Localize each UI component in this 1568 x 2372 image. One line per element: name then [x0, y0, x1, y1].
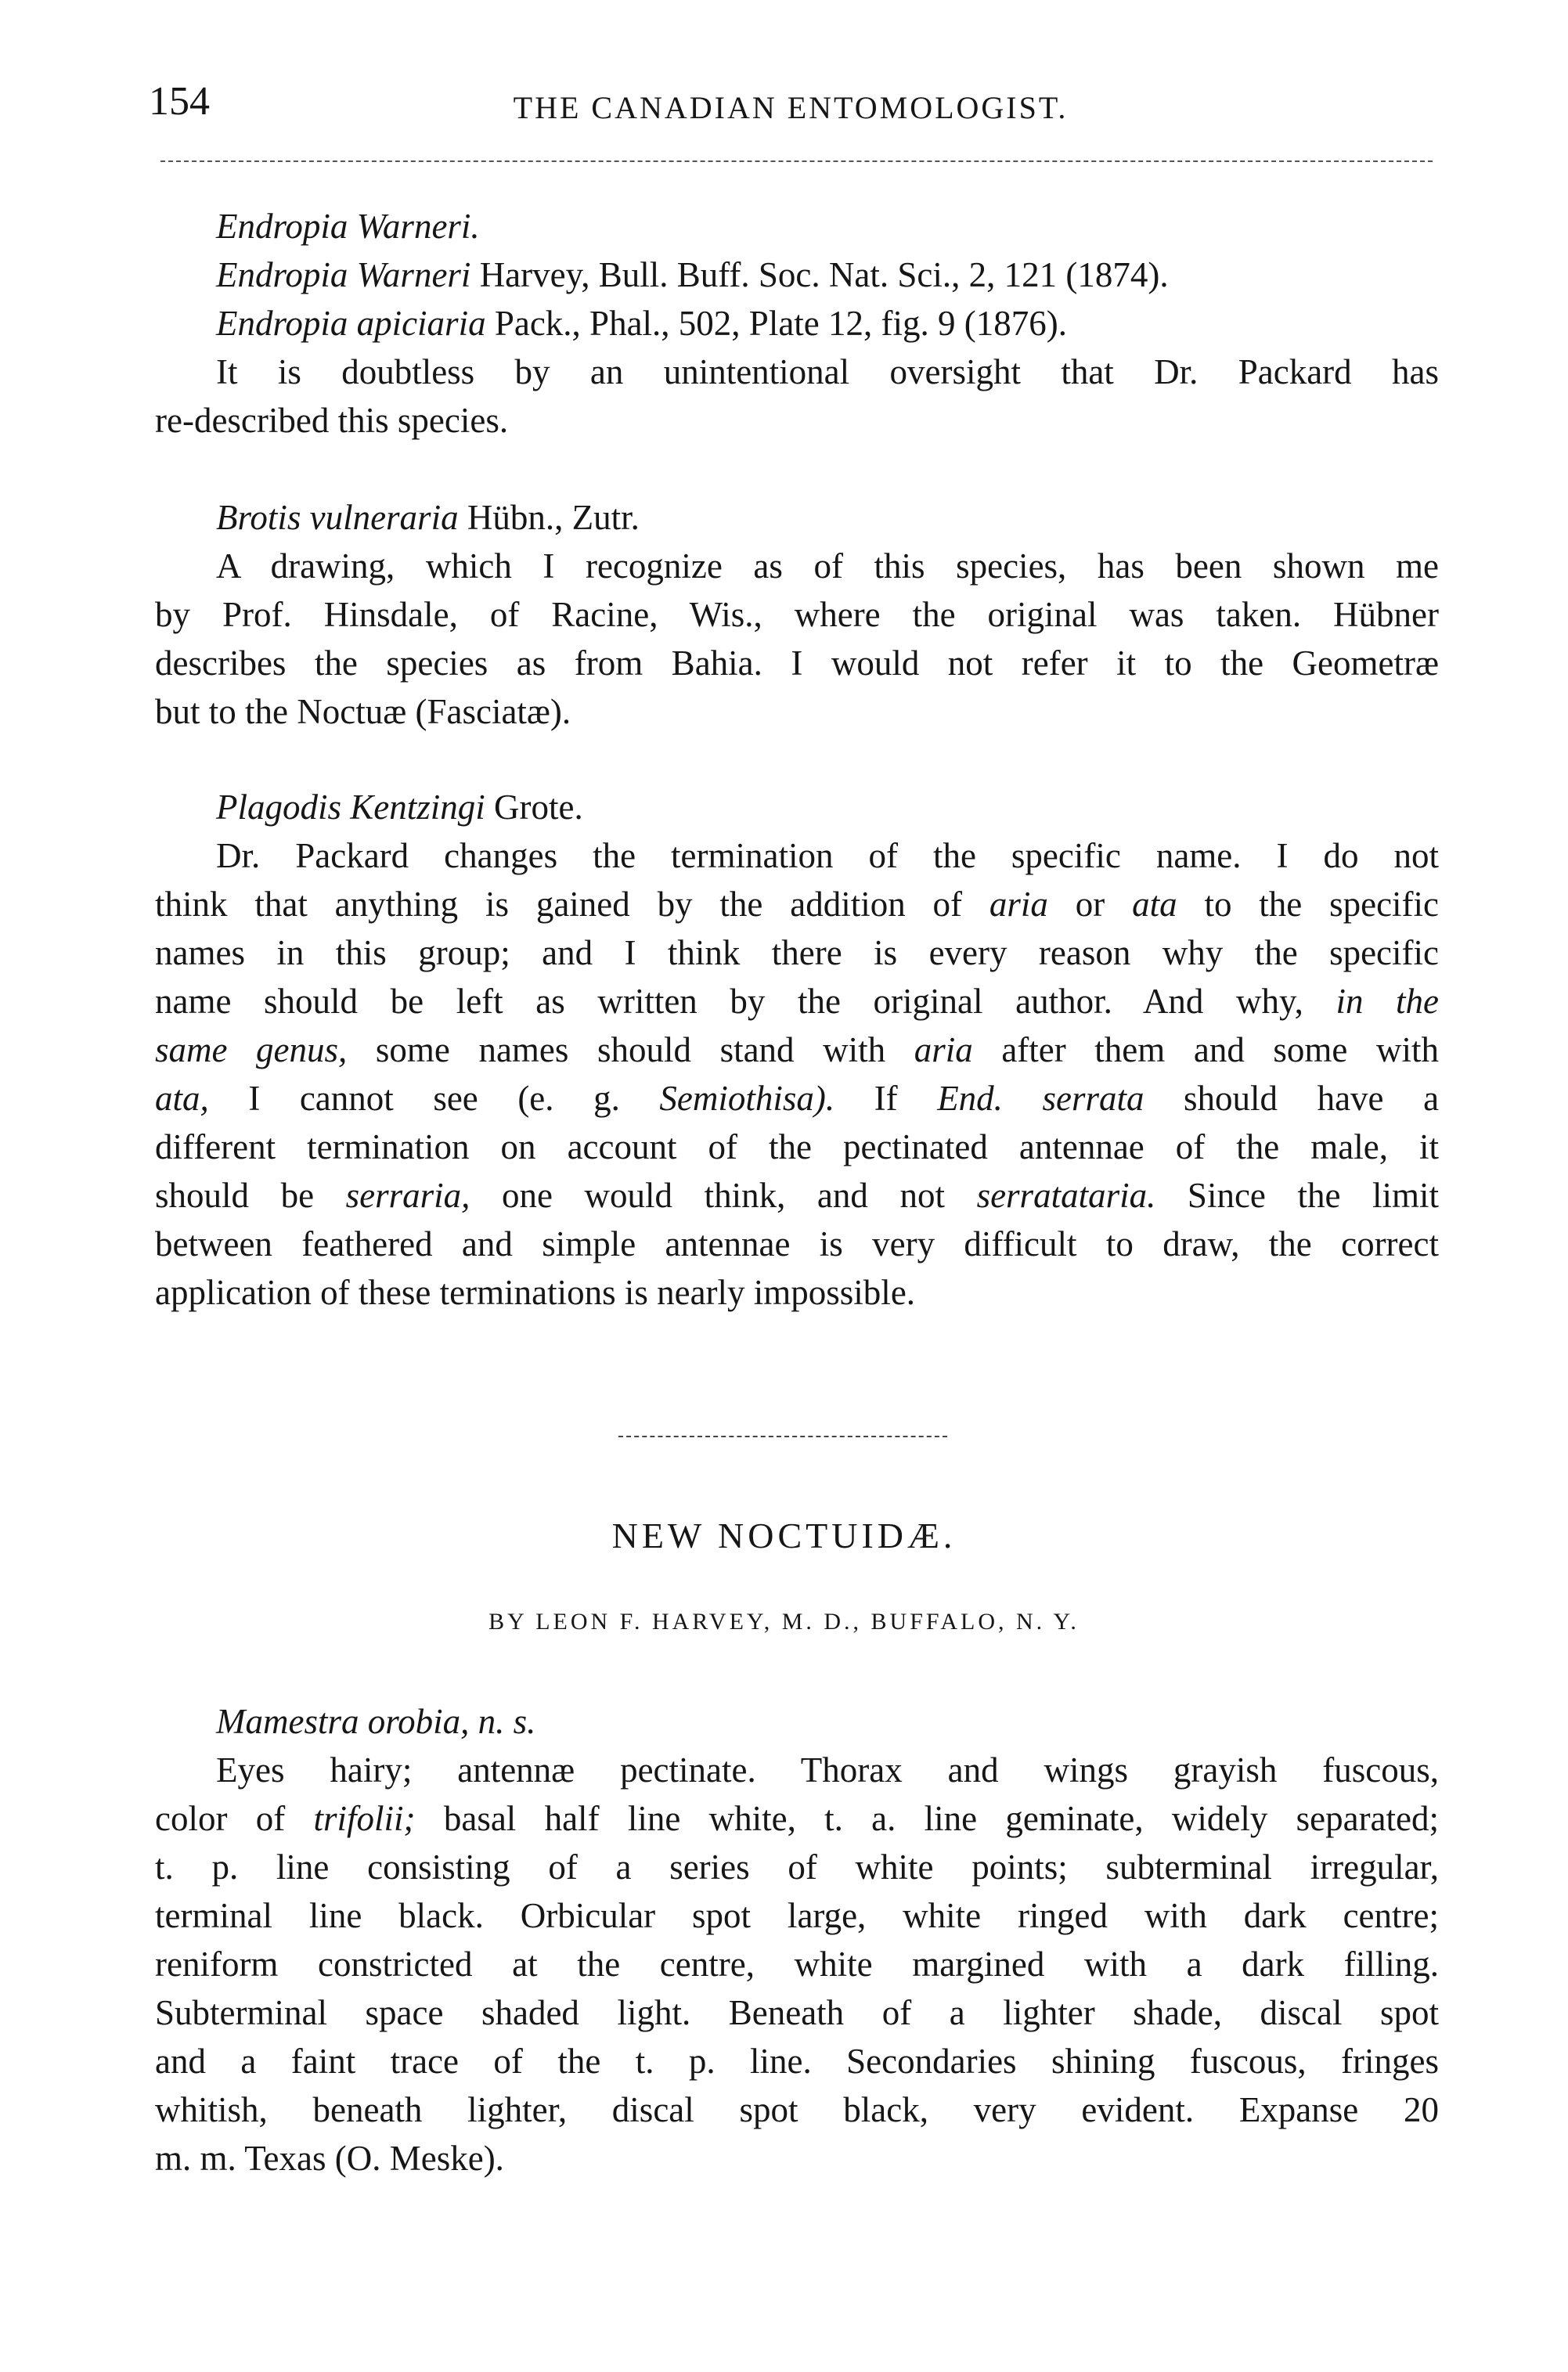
- paragraph-line: terminal line black. Orbicular spot large, white ringed with dark centre;: [155, 1896, 1439, 1935]
- paragraph-line: names in this group; and I think there is every reason why the specific: [155, 933, 1439, 972]
- species-heading: Mamestra orobia, n. s.: [216, 1702, 536, 1741]
- paragraph-line: m. m. Texas (O. Meske).: [155, 2139, 504, 2178]
- paragraph-line: Dr. Packard changes the termination of the specific name. I do not: [216, 836, 1439, 875]
- running-title: THE CANADIAN ENTOMOLOGIST.: [513, 90, 1069, 125]
- paragraph-line: same genus, some names should stand with aria after them and some with: [155, 1030, 1439, 1069]
- paragraph-line: but to the Noctuæ (Fasciatæ).: [155, 692, 571, 731]
- paragraph-line: ata, I cannot see (e. g. Semiothisa). If End. serrata should have a: [155, 1079, 1440, 1118]
- paragraph-line: It is doubtless by an unintentional oversight that Dr. Packard has: [216, 352, 1439, 391]
- species-heading: Endropia Warneri.: [216, 207, 480, 246]
- paragraph-line: between feathered and simple antennae is very difficult to draw, the correct: [155, 1224, 1439, 1264]
- entry-endropia-warneri: [155, 202, 1439, 445]
- entry-mamestra-orobia: [155, 1697, 1439, 2183]
- paragraph-line: t. p. line consisting of a series of white points; subterminal irregular,: [155, 1847, 1439, 1887]
- paragraph-line: different termination on account of the pectinated antennae of the male, it: [155, 1127, 1439, 1166]
- entry-plagodis-kentzingi: [155, 783, 1439, 1317]
- entry-brotis-vulneraria: [155, 493, 1439, 736]
- paragraph-line: reniform constricted at the centre, white margined with a dark filling.: [155, 1945, 1439, 1984]
- species-heading: Plagodis Kentzingi Grote.: [216, 788, 583, 827]
- species-heading: Brotis vulneraria Hübn., Zutr.: [216, 498, 640, 537]
- paragraph-line: should be serraria, one would think, and not serratataria. Since the limit: [155, 1176, 1440, 1215]
- paragraph-line: Eyes hairy; antennæ pectinate. Thorax and wings grayish fuscous,: [216, 1750, 1439, 1790]
- paragraph-line: by Prof. Hinsdale, of Racine, Wis., where the original was taken. Hübner: [155, 595, 1439, 634]
- paragraph-line: re-described this species.: [155, 401, 509, 440]
- paragraph-line: describes the species as from Bahia. I would not refer it to the Geometræ: [155, 643, 1439, 683]
- article-title: NEW NOCTUIDÆ.: [611, 1516, 957, 1555]
- paragraph-line: whitish, beneath lighter, discal spot black, very evident. Expanse 20: [155, 2090, 1439, 2129]
- synonym-line: Endropia Warneri Harvey, Bull. Buff. Soc. Nat. Sci., 2, 121 (1874).: [216, 255, 1169, 294]
- page-number: 154: [149, 79, 210, 124]
- paragraph-line: color of trifolii; basal half line white, t. a. line geminate, widely separated;: [155, 1799, 1440, 1838]
- paragraph-line: application of these terminations is nearly impossible.: [155, 1273, 916, 1312]
- paragraph-line: and a faint trace of the t. p. line. Secondaries shining fuscous, fringes: [155, 2042, 1439, 2081]
- paragraph-line: name should be left as written by the original author. And why, in the: [155, 982, 1440, 1021]
- synonym-line: Endropia apiciaria Pack., Phal., 502, Plate 12, fig. 9 (1876).: [216, 304, 1067, 343]
- paragraph-line: A drawing, which I recognize as of this species, has been shown me: [216, 546, 1439, 586]
- section-divider: [618, 1436, 947, 1437]
- page-header: [149, 78, 1433, 133]
- paragraph-line: think that anything is gained by the addition of aria or ata to the specific: [155, 885, 1440, 924]
- paragraph-line: Subterminal space shaded light. Beneath of a lighter shade, discal spot: [155, 1993, 1439, 2032]
- header-rule: [160, 160, 1433, 162]
- article-byline: BY LEON F. HARVEY, M. D., BUFFALO, N. Y.: [488, 1609, 1080, 1635]
